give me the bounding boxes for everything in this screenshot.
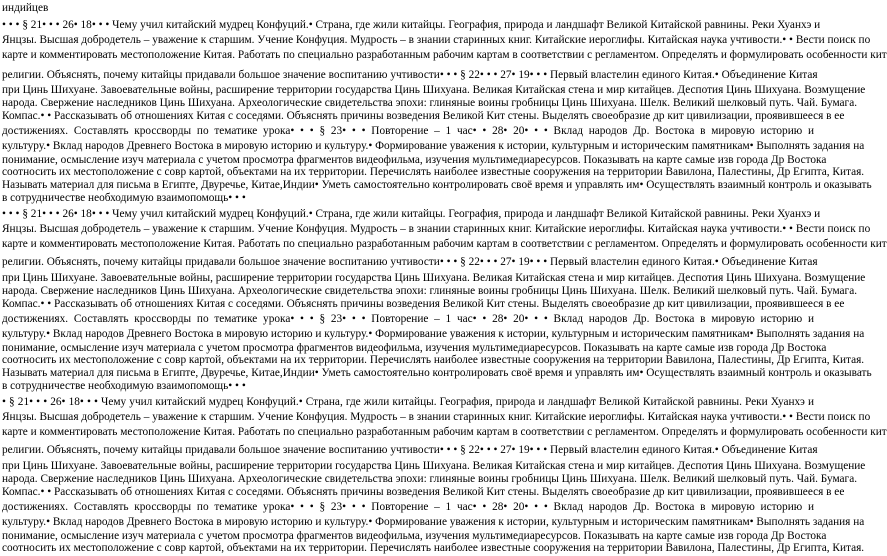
text-line: Янцзы. Высшая добродетель – уважение к старшим. Учение Конфуция. Мудрость – в знании старинных книг. Китайские иероглифы. Китайская наука учтивости.• • Вести поиск по [2,223,871,235]
text-line: соотносить их местоположение с совр картой, объектами на их территории. Перечислять наиболее известные сооружения на территории Вавилона, Палестины, Др Египта, Китая. [2,542,865,554]
text-line: карте и комментировать местоположение Китая. Работать по специально разработанным рабочим картам в соответствии с регламентом. Определять и формулировать особенности кит [2,238,887,250]
text-line: достижениях. Составлять кроссворды по тематике урока• • • § 23• • • Повторение – 1 час• • 28• 20• • • Вклад народов Др. Востока в мировую историю и [2,501,814,513]
text-line: религии. Объяснять, почему китайцы придавали большое значение воспитанию учтивости• • • § 22• • • 27• 19• • • Первый властелин единого Китая.• Объединение Китая [2,69,818,81]
text-line: культуру.• Вклад народов Древнего Востока в мировую историю и культуру.• Формирование уважения к истории, культурным и историческим памятникам• Выполнять задания на [2,516,865,528]
text-line: соотносить их местоположение с совр картой, объектами на их территории. Перечислять наиболее известные сооружения на территории Вавилона, Палестины, Др Египта, Китая. [2,166,865,178]
text-line: народа. Свержение наследников Цинь Шихуана. Археологические свидетельства эпохи: глиняные воины гробницы Цинь Шихуана. Шелк. Великий шелковый путь. Чай. Бумага. [2,97,858,109]
text-line: достижениях. Составлять кроссворды по тематике урока• • • § 23• • • Повторение – 1 час• • 28• 20• • • Вклад народов Др. Востока в мировую историю и [2,313,814,325]
text-line: Называть материал для письма в Египте, Двуречье, Китае,Индии• Уметь самостоятельно контролировать своё время и управлять им• Осуществлять взаимный контроль и оказывать [2,367,872,379]
text-line: народа. Свержение наследников Цинь Шихуана. Археологические свидетельства эпохи: глиняные воины гробницы Цинь Шихуана. Шелк. Великий шелковый путь. Чай. Бумага. [2,473,858,485]
text-line: карте и комментировать местоположение Китая. Работать по специально разработанным рабочим картам в соответствии с регламентом. Определять и формулировать особенности кит [2,49,887,61]
text-line: понимание, осмысление изуч материала с учетом просмотра фрагментов видеофильма, изучения мультимедиаресурсов. Показывать на карте самые изв города Др Востока [2,342,827,354]
text-line: при Цинь Шихуане. Завоевательные войны, расширение территории государства Цинь Шихуана. Великая Китайская стена и мир китайцев. Деспотия Цинь Шихуана. Возмущение [2,84,866,96]
text-line: в сотрудничестве необходимую взаимопомощь• • • [2,192,246,204]
text-line: религии. Объяснять, почему китайцы придавали большое значение воспитанию учтивости• • • § 22• • • 27• 19• • • Первый властелин единого Китая.• Объединение Китая [2,256,818,268]
text-line: понимание, осмысление изуч материала с учетом просмотра фрагментов видеофильма, изучения мультимедиаресурсов. Показывать на карте самые изв города Др Востока [2,530,827,542]
text-line: народа. Свержение наследников Цинь Шихуана. Археологические свидетельства эпохи: глиняные воины гробницы Цинь Шихуана. Шелк. Великий шелковый путь. Чай. Бумага. [2,285,858,297]
text-line: понимание, осмысление изуч материала с учетом просмотра фрагментов видеофильма, изучения мультимедиаресурсов. Показывать на карте самые изв города Др Востока [2,154,827,166]
text-line: Янцзы. Высшая добродетель – уважение к старшим. Учение Конфуция. Мудрость – в знании старинных книг. Китайские иероглифы. Китайская наука учтивости.• • Вести поиск по [2,411,871,423]
text-line: соотносить их местоположение с совр картой, объектами на их территории. Перечислять наиболее известные сооружения на территории Вавилона, Палестины, Др Египта, Китая. [2,354,865,366]
text-line: достижениях. Составлять кроссворды по тематике урока• • • § 23• • • Повторение – 1 час• • 28• 20• • • Вклад народов Др. Востока в мировую историю и [2,125,814,137]
text-line: • • • § 21• • • 26• 18• • • Чему учил китайский мудрец Конфуций.• Страна, где жили китайцы. География, природа и ландшафт Великой Китайской равнины. Реки Хуанхэ и [2,19,821,31]
text-line: Компас.• • Рассказывать об отношениях Китая с соседями. Объяснять причины возведения Великой Кит стены. Выделять своеобразие др кит цивилизации, проявившееся в ее [2,110,845,122]
text-line: в сотрудничестве необходимую взаимопомощь• • • [2,380,246,392]
text-line: культуру.• Вклад народов Древнего Востока в мировую историю и культуру.• Формирование уважения к истории, культурным и историческим памятникам• Выполнять задания на [2,140,865,152]
text-line: • § 21• • • 26• 18• • • Чему учил китайский мудрец Конфуций.• Страна, где жили китайцы. География, природа и ландшафт Великой Китайской равнины. Реки Хуанхэ и [2,396,814,408]
text-line: культуру.• Вклад народов Древнего Востока в мировую историю и культуру.• Формирование уважения к истории, культурным и историческим памятникам• Выполнять задания на [2,328,865,340]
text-line: индийцев [2,2,49,14]
text-line: карте и комментировать местоположение Китая. Работать по специально разработанным рабочим картам в соответствии с регламентом. Определять и формулировать особенности кит [2,426,887,438]
text-line: Называть материал для письма в Египте, Двуречье, Китае,Индии• Уметь самостоятельно контролировать своё время и управлять им• Осуществлять взаимный контроль и оказывать [2,179,872,191]
text-line: Компас.• • Рассказывать об отношениях Китая с соседями. Объяснять причины возведения Великой Кит стены. Выделять своеобразие др кит цивилизации, проявившееся в ее [2,486,845,498]
text-line: религии. Объяснять, почему китайцы придавали большое значение воспитанию учтивости• • • § 22• • • 27• 19• • • Первый властелин единого Китая.• Объединение Китая [2,444,818,456]
text-line: при Цинь Шихуане. Завоевательные войны, расширение территории государства Цинь Шихуана. Великая Китайская стена и мир китайцев. Деспотия Цинь Шихуана. Возмущение [2,272,866,284]
text-line: Янцзы. Высшая добродетель – уважение к старшим. Учение Конфуция. Мудрость – в знании старинных книг. Китайские иероглифы. Китайская наука учтивости.• • Вести поиск по [2,34,871,46]
text-line: Компас.• • Рассказывать об отношениях Китая с соседями. Объяснять причины возведения Великой Кит стены. Выделять своеобразие др кит цивилизации, проявившееся в ее [2,298,845,310]
text-line: • • • § 21• • • 26• 18• • • Чему учил китайский мудрец Конфуций.• Страна, где жили китайцы. География, природа и ландшафт Великой Китайской равнины. Реки Хуанхэ и [2,208,821,220]
text-line: при Цинь Шихуане. Завоевательные войны, расширение территории государства Цинь Шихуана. Великая Китайская стена и мир китайцев. Деспотия Цинь Шихуана. Возмущение [2,460,866,472]
